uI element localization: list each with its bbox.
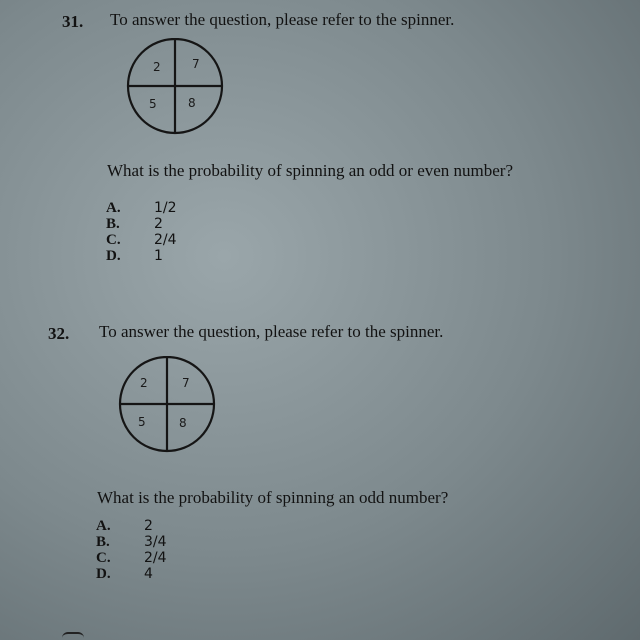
option-d[interactable] <box>96 566 167 582</box>
option-letter: B. <box>96 534 110 550</box>
question-prompt: To answer the question, please refer to the spinner. <box>110 10 455 29</box>
option-letter: B. <box>106 216 120 232</box>
question-number: 31. <box>62 12 84 31</box>
option-value: 1 <box>154 248 163 264</box>
option-b[interactable] <box>96 534 167 550</box>
option-a[interactable] <box>106 200 177 216</box>
option-value: 2 <box>154 216 163 232</box>
question-text: What is the probability of spinning an odd or even number? <box>107 161 514 180</box>
option-letter: D. <box>96 566 111 582</box>
option-letter: C. <box>96 550 111 566</box>
option-d[interactable] <box>106 248 177 264</box>
answer-options <box>106 200 177 264</box>
spinner-diagram <box>118 356 218 456</box>
option-b[interactable] <box>106 216 177 232</box>
spinner-section-top-left: 2 <box>140 376 148 390</box>
answer-options <box>96 518 167 582</box>
option-value: 2/4 <box>144 550 167 566</box>
option-a[interactable] <box>96 518 167 534</box>
question-prompt: To answer the question, please refer to the spinner. <box>99 322 444 341</box>
option-value: 2/4 <box>154 232 177 248</box>
spinner-section-top-left: 2 <box>153 60 161 74</box>
spinner-section-bottom-left: 5 <box>138 415 146 429</box>
spinner-section-top-right: 7 <box>182 376 190 390</box>
option-letter: A. <box>96 518 111 534</box>
option-value: 2 <box>144 518 153 534</box>
option-value: 3/4 <box>144 534 167 550</box>
next-question-marker <box>62 632 84 640</box>
option-c[interactable] <box>96 550 167 566</box>
option-letter: D. <box>106 248 121 264</box>
question-number: 32. <box>48 324 70 343</box>
option-value: 4 <box>144 566 153 582</box>
question-text: What is the probability of spinning an odd number? <box>97 488 449 507</box>
spinner-diagram <box>126 38 226 138</box>
spinner-section-bottom-right: 8 <box>179 416 187 430</box>
option-letter: C. <box>106 232 121 248</box>
option-letter: A. <box>106 200 121 216</box>
option-c[interactable] <box>106 232 177 248</box>
spinner-section-bottom-left: 5 <box>149 97 157 111</box>
option-value: 1/2 <box>154 200 177 216</box>
spinner-section-top-right: 7 <box>192 57 200 71</box>
spinner-section-bottom-right: 8 <box>188 96 196 110</box>
